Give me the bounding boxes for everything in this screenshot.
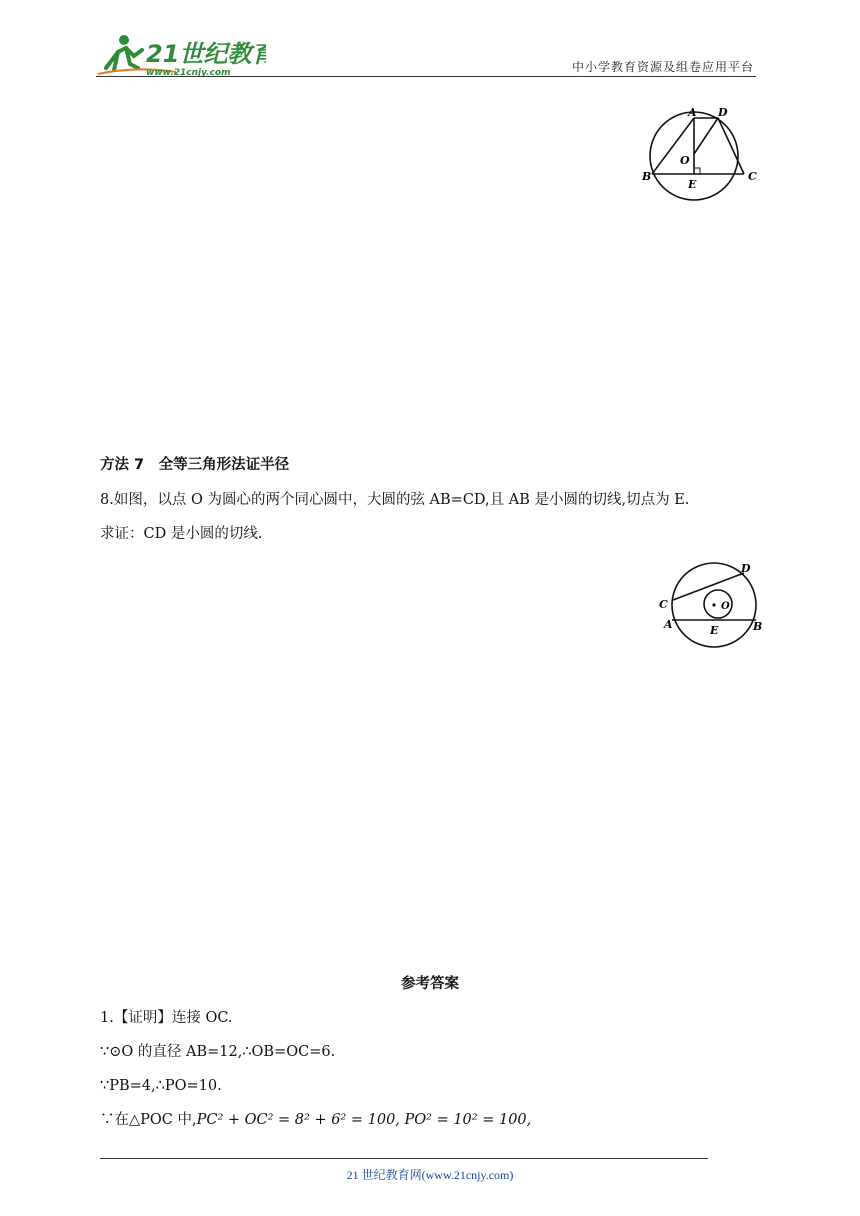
answers-heading: 参考答案 [401,976,459,992]
answer-line-3: ∵PB=4,∴PO=10. [100,1078,222,1094]
header-platform-text: 中小学教育资源及组卷应用平台 [571,60,754,74]
logo-url: www.21cnjy.com [146,68,231,78]
fig2-label-D: D [741,562,751,575]
footer-divider [100,1158,708,1159]
answer-line-4-math: PC² + OC² = 8² + 6² = 100, PO² = 10² = 100, [196,1112,532,1128]
fig2-label-C: C [659,598,668,611]
fig2-label-O: O [721,601,730,612]
problem-8-line-1: 8.如图，以点 O 为圆心的两个同心圆中，大圆的弦 AB=CD,且 AB 是小圆的切线,切点为 E. [100,492,690,508]
fig1-label-B: B [642,170,652,183]
answer-line-4 [100,1110,531,1130]
answer-line-2: ∵⊙O 的直径 AB=12,∴OB=OC=6. [100,1044,336,1060]
method-7-title: 方法 7 全等三角形法证半径 [100,457,290,473]
logo-text: 21世纪教育 [146,40,266,68]
figure-1 [640,104,760,204]
fig1-label-A: A [688,106,697,119]
fig1-label-O: O [680,154,690,167]
fig1-label-D: D [718,106,728,119]
footer-link[interactable]: 21 世纪教育网(www.21cnjy.com) [346,1168,514,1182]
fig2-label-E: E [710,624,719,637]
problem-8-line-2: 求证：CD 是小圆的切线. [100,526,263,542]
answer-line-1: 1.【证明】连接 OC. [100,1010,233,1026]
fig2-label-B: B [753,620,763,633]
fig2-label-A: A [664,618,673,631]
logo-runner-icon [96,30,266,80]
fig1-label-C: C [748,170,757,183]
answer-line-4-prefix: ∵在△POC 中, [100,1112,197,1128]
header-divider [96,76,756,77]
fig1-label-E: E [688,178,697,191]
site-logo[interactable] [96,30,266,80]
figure-2 [655,560,770,650]
